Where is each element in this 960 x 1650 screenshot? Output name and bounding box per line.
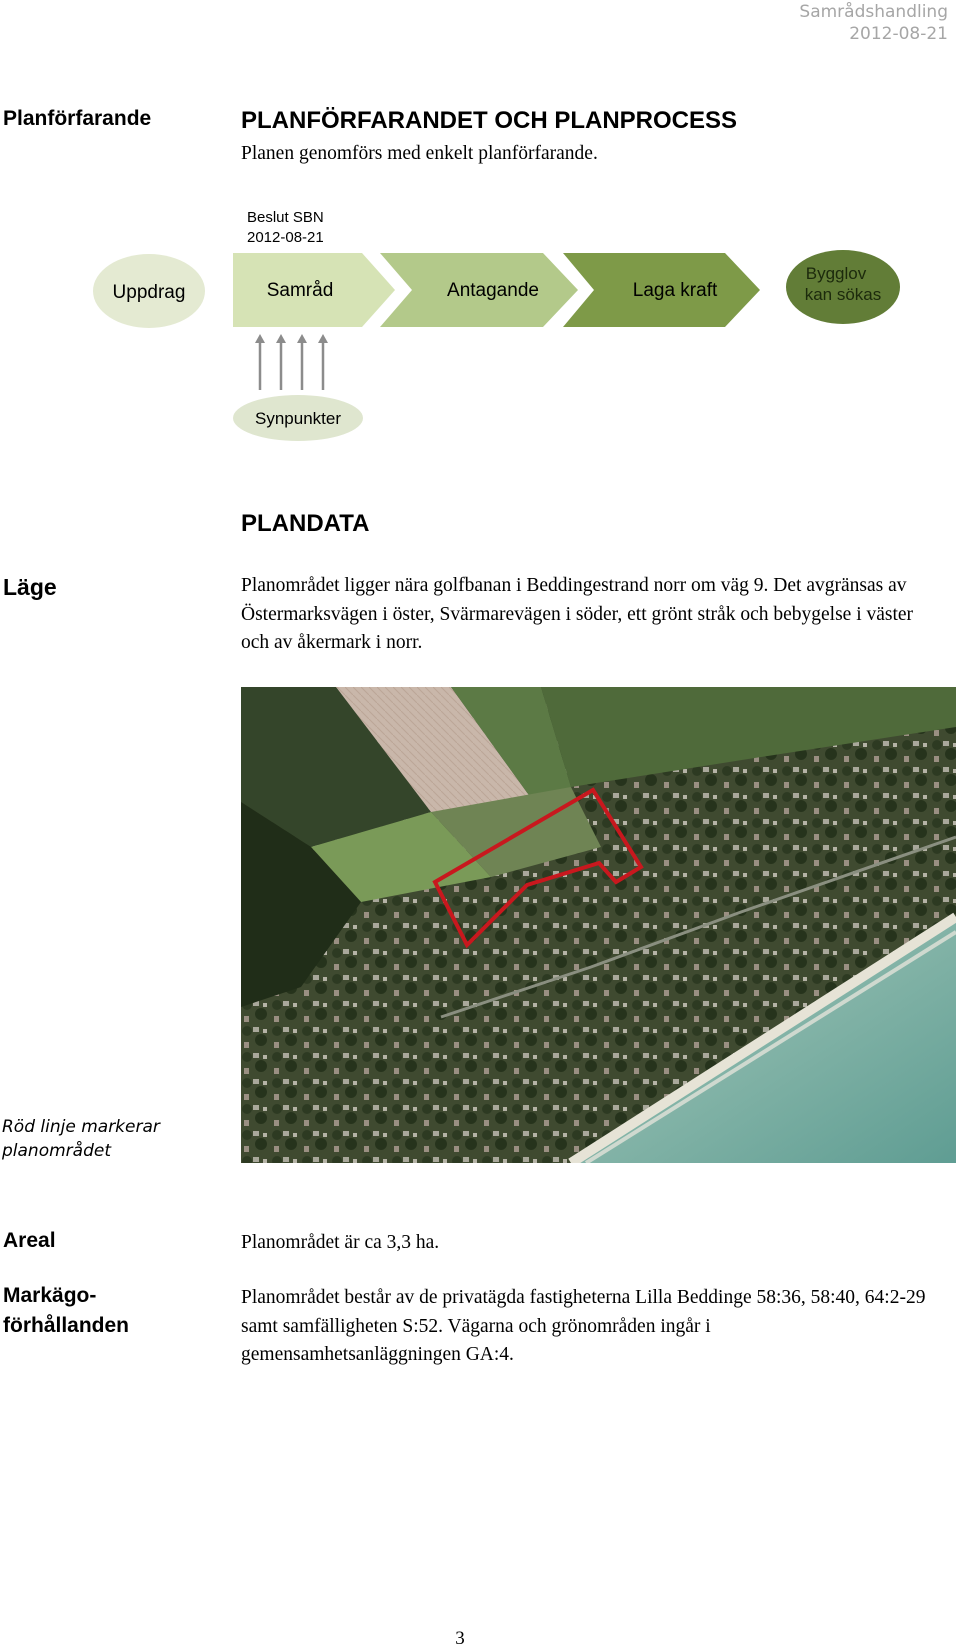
side-label-lage: Läge	[3, 574, 57, 600]
side-label-planforfarande: Planförfarande	[3, 107, 152, 130]
step-bygglov-label-1: Bygglov	[805, 264, 867, 283]
header-date: 2012-08-21	[849, 24, 948, 44]
step-antagande-label: Antagande	[447, 280, 539, 301]
lage-description: Planområdet ligger nära golfbanan i Beddingestrand norr om väg 9. Det avgränsas av Östermarksvägen i öster, Svärmarevägen i söder, ett grönt stråk och bebygelse i väster och av åkermark i norr.	[241, 575, 914, 653]
step-bygglov-label-2: kan sökas	[804, 285, 882, 304]
header-doc-type: Samrådshandling	[799, 2, 948, 22]
side-label-markago-2: förhållanden	[3, 1314, 130, 1337]
map-caption-line2: planområdet	[2, 1141, 111, 1161]
side-label-areal: Areal	[3, 1229, 56, 1252]
step-laga-kraft-label: Laga kraft	[632, 280, 718, 301]
process-diagram	[0, 195, 960, 445]
process-description: Planen genomförs med enkelt planförfarande.	[241, 143, 598, 164]
areal-description: Planområdet är ca 3,3 ha.	[241, 1232, 440, 1253]
section-heading-plandata: PLANDATA	[241, 510, 370, 537]
step-samrad-label: Samråd	[266, 280, 334, 301]
step-uppdrag-label: Uppdrag	[112, 282, 186, 303]
section-heading-planprocess: PLANFÖRFARANDET OCH PLANPROCESS	[241, 107, 738, 134]
feedback-arrows	[255, 334, 328, 390]
markago-description: Planområdet består av de privatägda fastigheterna Lilla Beddinge 58:36, 58:40, 64:2-29 samt samfälligheten S:52. Vägarna och grönområden ingår i gemensamhetsanläggningen GA:4.	[241, 1287, 926, 1365]
decision-label: Beslut SBN	[247, 209, 324, 226]
map-caption-line1: Röd linje markerar	[2, 1117, 160, 1137]
page-number: 3	[455, 1628, 465, 1649]
side-label-markago-1: Markägo-	[3, 1284, 97, 1307]
decision-date: 2012-08-21	[247, 229, 324, 246]
feedback-label: Synpunkter	[255, 409, 341, 428]
aerial-map	[241, 687, 956, 1163]
